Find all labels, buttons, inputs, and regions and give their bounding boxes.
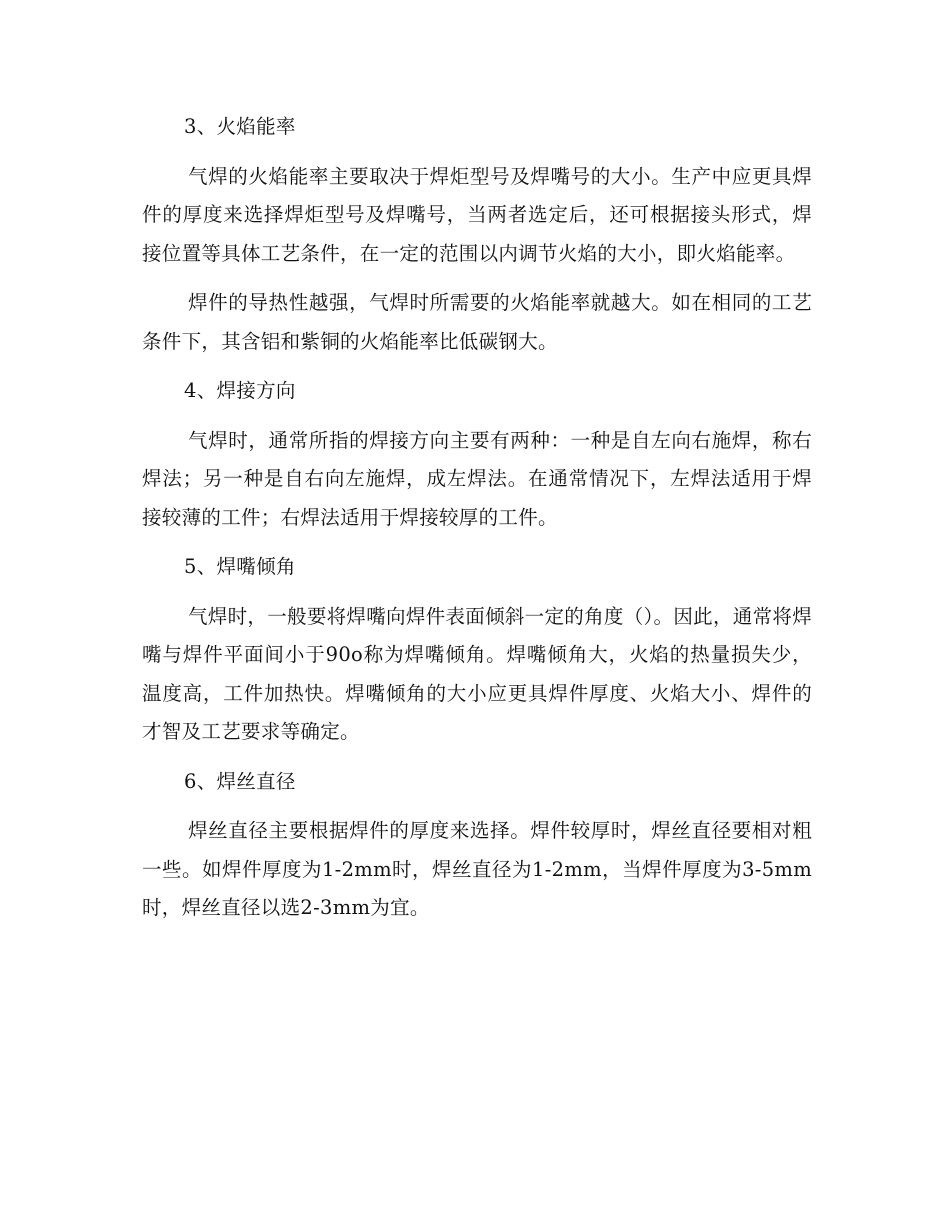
paragraph: 焊丝直径主要根据焊件的厚度来选择。焊件较厚时，焊丝直径要相对粗一些。如焊件厚度为1-2mm时，焊丝直径为1-2mm，当焊件厚度为3-5mm时，焊丝直径以选2-3mm为宜。 bbox=[142, 819, 812, 919]
paragraph: 气焊时，一般要将焊嘴向焊件表面倾斜一定的角度（）。因此，通常将焊嘴与焊件平面间小于90o称为焊嘴倾角。焊嘴倾角大，火焰的热量损失少，温度高，工件加热快。焊嘴倾角的大小应更具焊件厚度、火焰大小、焊件的才智及工艺要求等确定。 bbox=[142, 604, 812, 743]
paragraph: 焊件的导热性越强，气焊时所需要的火焰能率就越大。如在相同的工艺条件下，其含铝和紫铜的火焰能率比低碳钢大。 bbox=[142, 291, 812, 353]
section-heading-wire-diameter: 6、焊丝直径 bbox=[184, 769, 296, 793]
section-heading-nozzle-angle: 5、焊嘴倾角 bbox=[184, 555, 296, 578]
section-heading-welding-direction: 4、焊接方向 bbox=[184, 379, 296, 402]
section-heading-flame-power: 3、火焰能率 bbox=[184, 115, 296, 138]
document-body bbox=[142, 108, 812, 939]
paragraph: 气焊时，通常所指的焊接方向主要有两种：一种是自左向右施焊，称右焊法；另一种是自右向左施焊，成左焊法。在通常情况下，左焊法适用于焊接较薄的工件；右焊法适用于焊接较厚的工件。 bbox=[142, 428, 812, 529]
paragraph: 气焊的火焰能率主要取决于焊炬型号及焊嘴号的大小。生产中应更具焊件的厚度来选择焊炬型号及焊嘴号，当两者选定后，还可根据接头形式，焊接位置等具体工艺条件，在一定的范围以内调节火焰的大小，即火焰能率。 bbox=[142, 164, 812, 265]
